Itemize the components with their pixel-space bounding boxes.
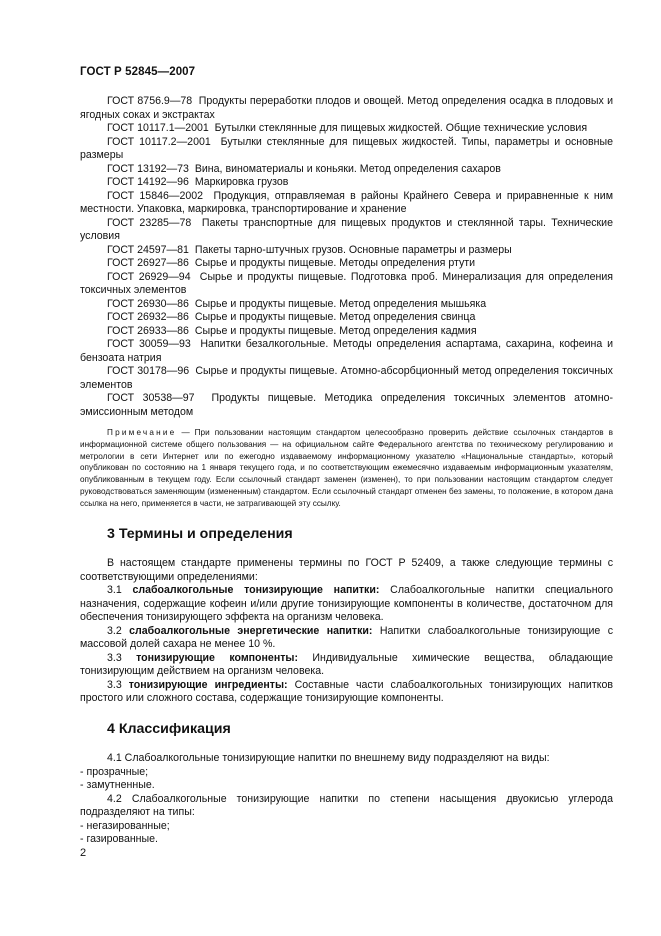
term-name: слабоалкогольные энергетические напитки: [129, 624, 373, 637]
classification-paragraph: 4.2 Слабоалкогольные тонизирующие напитки по степени насыщения двуокисью углерода подразделяют на типы: [80, 792, 613, 819]
reference-item [80, 176, 613, 190]
term-name: тонизирующие ингредиенты: [128, 678, 288, 691]
reference-item [80, 136, 613, 163]
reference-item [80, 257, 613, 271]
page-number: 2 [80, 847, 87, 859]
term-name: тонизирующие компоненты: [136, 651, 298, 664]
term-definition [80, 584, 613, 625]
reference-title: Бутылки стеклянные для пищевых жидкостей. Типы, параметры и основные размеры [80, 135, 614, 161]
term-number: 3.3 [107, 651, 122, 664]
reference-title: Сырье и продукты пищевые. Метод определения мышьяка [194, 297, 487, 310]
reference-code: ГОСТ 30178—96 [107, 365, 190, 377]
reference-code: ГОСТ 26932—86 [107, 311, 189, 323]
reference-code: ГОСТ 23285—78 [107, 216, 192, 229]
reference-code: ГОСТ 30059—93 [107, 338, 191, 350]
term-text: Напитки слабоалкогольные тонизирующие с массовой долей сахара не менее 10 %. [80, 624, 613, 651]
term-number: 3.1 [107, 584, 122, 597]
reference-code: ГОСТ 8756.9—78 [107, 95, 193, 107]
reference-title: Пакеты транспортные для пищевых продуктов и стеклянной тары. Технические условия [80, 216, 613, 242]
term-definition [80, 679, 613, 706]
term-text: Индивидуальные химические вещества, обладающие тонизирующим действием на организм человека. [80, 651, 613, 678]
reference-item [80, 311, 613, 325]
reference-code: ГОСТ 26929—94 [107, 270, 191, 283]
classification-list-item: - замутненные. [80, 779, 155, 792]
note-text: — При пользовании настоящим стандартом целесообразно проверить действие ссылочных стандартов в информационной системе общего пользования — на официальном сайте Федерального агентства по техническому регулированию и метрологии в сети Интернет или по ежегодно издаваемому информационному указателю «Национальные стандарты», который опубликован по состоянию на 1 января текущего года, и по соответствующим ежемесячно издаваемым информационным указателям, опубликованным в текущем году. Если ссылочный стандарт заменен (изменен), то при пользовании настоящим стандартом следует руководствоваться заменяющим (измененным) стандартом. Если ссылочный стандарт отменен без замены, то положение, в котором дана ссылка на него, применяется в части, не затрагивающей эту ссылку. [80, 428, 613, 508]
reference-item [80, 365, 613, 392]
reference-item [80, 392, 613, 419]
reference-item [80, 95, 613, 122]
reference-title: Сырье и продукты пищевые. Метод определения кадмия [194, 324, 477, 337]
reference-item [80, 163, 613, 177]
reference-note [80, 427, 613, 510]
term-text: Слабоалкогольные напитки специального назначения, содержащие кофеин и/или другие тонизирующие компоненты в количестве, достаточном для обеспечения тонизирующего эффекта на организм человека. [80, 584, 613, 624]
section-3-heading: 3 Термины и определения [107, 525, 293, 542]
reference-code: ГОСТ 26930—86 [107, 297, 189, 310]
term-definition [80, 652, 613, 679]
reference-code: ГОСТ 15846—2002 [107, 189, 204, 202]
reference-title: Сырье и продукты пищевые. Методы определения ртути [194, 257, 476, 269]
references-list [80, 95, 613, 419]
reference-item [80, 298, 613, 312]
classification-list-item: - негазированные; [80, 819, 170, 832]
reference-code: ГОСТ 13192—73 [107, 162, 189, 175]
reference-code: ГОСТ 26933—86 [107, 324, 189, 337]
reference-item [80, 217, 613, 244]
reference-code: ГОСТ 10117.2—2001 [107, 135, 211, 148]
classification-list-item: - прозрачные; [80, 765, 149, 778]
reference-item [80, 325, 613, 339]
term-name: слабоалкогольные тонизирующие напитки: [132, 584, 380, 597]
reference-title: Сырье и продукты пищевые. Метод определения свинца [194, 311, 476, 323]
reference-item [80, 271, 613, 298]
reference-title: Продукты пищевые. Методика определения токсичных элементов атомно-эмиссионным методом [80, 392, 613, 418]
reference-title: Напитки безалкогольные. Методы определения аспартама, сахарина, кофеина и бензоата натрия [80, 338, 613, 364]
reference-title: Сырье и продукты пищевые. Подготовка проб. Минерализация для определения токсичных элементов [80, 270, 613, 296]
reference-title: Маркировка грузов [194, 176, 289, 188]
reference-code: ГОСТ 14192—96 [107, 176, 189, 188]
reference-title: Бутылки стеклянные для пищевых жидкостей. Общие технические условия [214, 122, 588, 134]
reference-item [80, 122, 613, 136]
term-number: 3.2 [107, 624, 122, 637]
section-4-heading: 4 Классификация [107, 720, 231, 737]
reference-title: Сырье и продукты пищевые. Атомно-абсорбционный метод определения токсичных элементов [80, 365, 613, 391]
reference-code: ГОСТ 26927—86 [107, 257, 189, 269]
reference-item [80, 190, 613, 217]
term-definition [80, 625, 613, 652]
reference-code: ГОСТ 30538—97 [107, 392, 195, 404]
note-label: Примечание [107, 428, 177, 437]
classification-list-item: - газированные. [80, 833, 158, 846]
reference-item [80, 244, 613, 258]
classification-paragraph: 4.1 Слабоалкогольные тонизирующие напитки по внешнему виду подразделяют на виды: [107, 752, 550, 765]
reference-item [80, 338, 613, 365]
reference-code: ГОСТ 24597—81 [107, 243, 189, 256]
reference-code: ГОСТ 10117.1—2001 [107, 122, 209, 134]
term-text: Составные части слабоалкогольных тонизирующих напитков простого или сложного состава, содержащие тонизирующие компоненты. [80, 678, 613, 705]
document-header: ГОСТ Р 52845—2007 [80, 66, 196, 78]
reference-title: Продукты переработки плодов и овощей. Метод определения осадка в плодовых и ягодных соках и экстрактах [80, 95, 613, 121]
reference-title: Продукция, отправляемая в районы Крайнего Севера и приравненные к ним местности. Упаковка, маркировка, транспортирование и хранение [80, 189, 613, 215]
reference-title: Пакеты тарно-штучных грузов. Основные параметры и размеры [194, 243, 512, 256]
term-number: 3.3 [107, 678, 122, 691]
reference-title: Вина, виноматериалы и коньяки. Метод определения сахаров [194, 162, 501, 175]
section-3-intro: В настоящем стандарте применены термины по ГОСТ Р 52409, а также следующие термины с соответствующими определениями: [80, 557, 613, 583]
document-content [80, 95, 613, 847]
